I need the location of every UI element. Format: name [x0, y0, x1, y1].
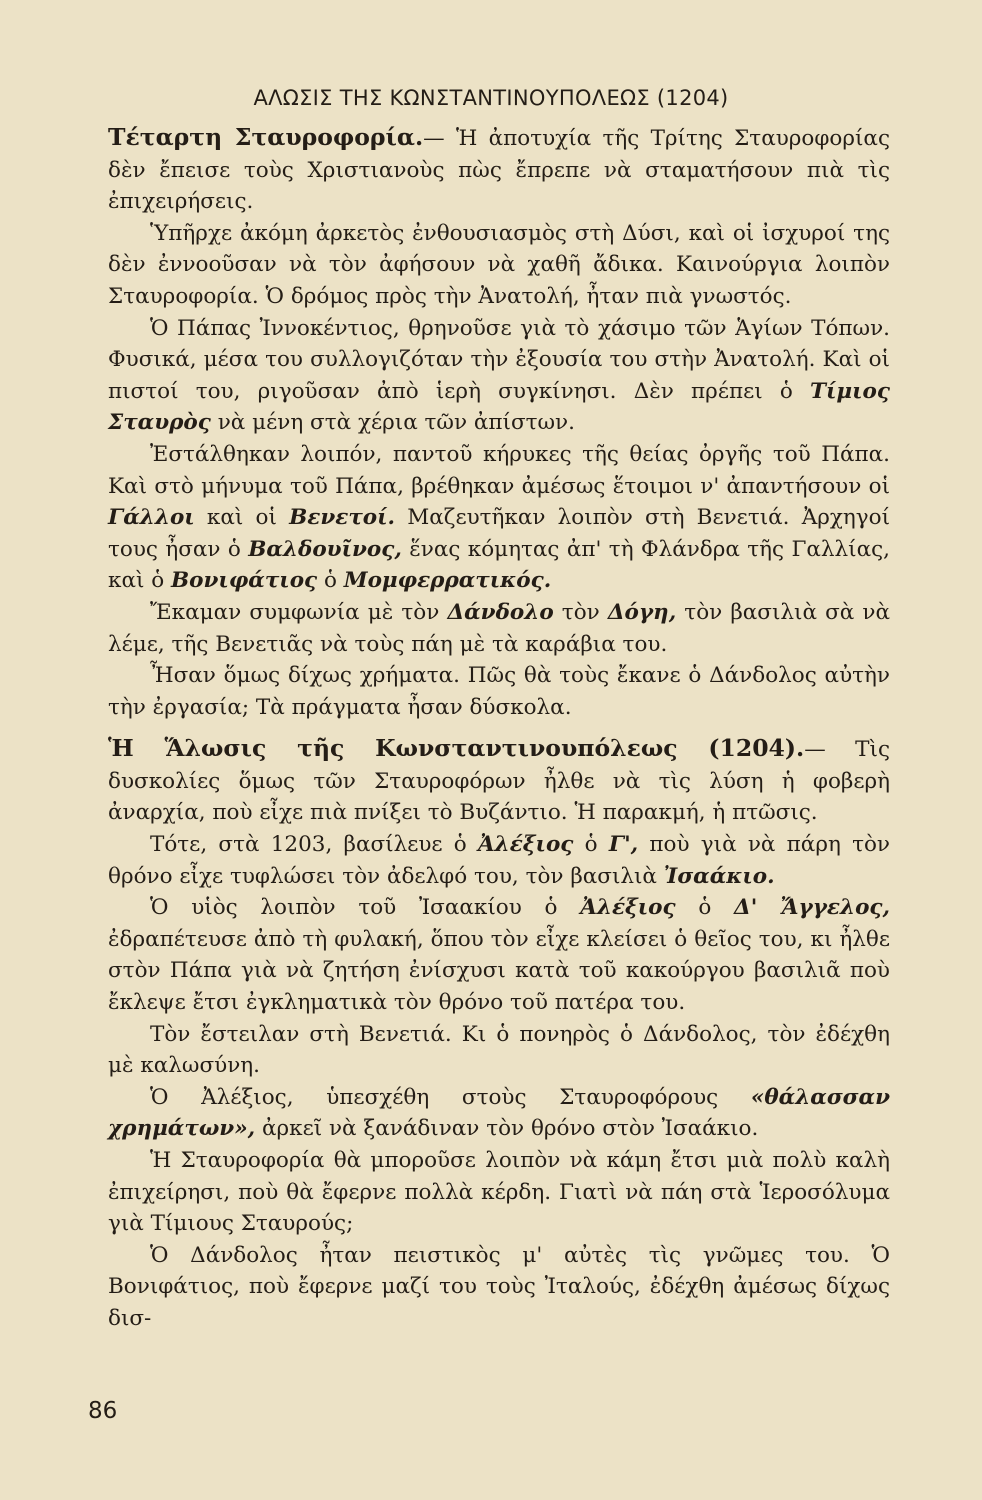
emphasis: Βενετοί.	[289, 505, 396, 531]
emphasis: Ἰσαάκιο.	[663, 863, 775, 889]
emphasis: Γάλλοι	[108, 505, 195, 531]
emphasis: Δ' Ἄγγελος,	[734, 895, 890, 921]
emphasis: Ἀλέξιος	[477, 832, 574, 858]
emphasis: Δόγη,	[607, 599, 677, 625]
paragraph: Ἦσαν ὅμως δίχως χρήματα. Πῶς θὰ τοὺς ἔκανε ὁ Δάνδολος αὐτὴν τὴν ἐργασία; Τὰ πράγματα ἦσαν δύσκολα.	[108, 663, 890, 720]
emphasis: Τίμιος Σταυρὸς	[108, 378, 890, 436]
paragraph: Ἔκαμαν συμφωνία μὲ τὸν Δάνδολο τὸν Δόγη, τὸν βασιλιὰ σὰ νὰ λέμε, τῆς Βενετιᾶς νὰ τοὺς πάη μὲ τὰ καράβια του.	[108, 599, 890, 657]
paragraph: Τέταρτη Σταυροφορία.— Ἡ ἀποτυχία τῆς Τρίτης Σταυροφορίας δὲν ἔπεισε τοὺς Χριστιανοὺς πὼς ἔπρεπε νὰ σταματήσουν πιὰ τὶς ἐπιχειρήσεις.	[108, 123, 890, 215]
emphasis: Ἀλέξιος	[580, 895, 676, 921]
emphasis: Βαλδουῖνος,	[248, 536, 402, 562]
paragraph: Ἡ Ἅλωσις τῆς Κωνσταντινουπόλεως (1204).— Τὶς δυσκολίες ὅμως τῶν Σταυροφόρων ἦλθε νὰ τὶς λύση ἡ φοβερὴ ἀναρχία, ποὺ εἶχε πιὰ πνίξει τὸ Βυζάντιο. Ἡ παρακμή, ἡ πτῶσις.	[108, 734, 890, 826]
paragraph: Ὑπῆρχε ἀκόμη ἀρκετὸς ἐνθουσιασμὸς στὴ Δύσι, καὶ οἱ ἰσχυροί της δὲν ἐννοοῦσαν νὰ τὸν ἀφήσουν νὰ χαθῆ ἄδικα. Καινούργια λοιπὸν Σταυροφορία. Ὁ δρόμος πρὸς τὴν Ἀνατολή, ἦταν πιὰ γνωστός.	[108, 220, 890, 309]
page-body	[108, 122, 890, 1335]
paragraph: Ὁ Πάπας Ἰννοκέντιος, θρηνοῦσε γιὰ τὸ χάσιμο τῶν Ἁγίων Τόπων. Φυσικά, μέσα του συλλογιζόταν τὴν ἐξουσία του στὴν Ἀνατολή. Καὶ οἱ πιστοί του, ριγοῦσαν ἀπὸ ἱερὴ συγκίνησι. Δὲν πρέπει ὁ Τίμιος Σταυρὸς νὰ μένη στὰ χέρια τῶν ἀπίστων.	[108, 315, 890, 436]
paragraph: Ὁ Ἀλέξιος, ὑπεσχέθη στοὺς Σταυροφόρους «θάλασσαν χρημάτων», ἀρκεῖ νὰ ξανάδιναν τὸν θρόνο στὸν Ἰσαάκιο.	[108, 1084, 890, 1142]
paragraph: Ὁ Δάνδολος ἦταν πειστικὸς μ' αὐτὲς τὶς γνῶμες του. Ὁ Βονιφάτιος, ποὺ ἔφερνε μαζί του τοὺς Ἰταλούς, ἐδέχθη ἀμέσως δίχως δισ-	[108, 1242, 890, 1331]
section-title: Ἡ Ἅλωσις τῆς Κωνσταντινουπόλεως (1204).	[108, 734, 805, 763]
emphasis: Βονιφάτιος	[171, 568, 318, 594]
emphasis: «θάλασσαν χρημάτων»,	[108, 1084, 890, 1142]
emphasis: Δάνδολο	[447, 599, 554, 625]
emphasis: Γ',	[608, 832, 639, 858]
paragraph: Τὸν ἔστειλαν στὴ Βενετιά. Κι ὁ πονηρὸς ὁ Δάνδολος, τὸν ἐδέχθη μὲ καλωσύνη.	[108, 1021, 890, 1079]
running-head: ΑΛΩΣΙΣ ΤΗΣ ΚΩΝΣΤΑΝΤΙΝΟΥΠΟΛΕΩΣ (1204)	[253, 86, 729, 110]
paragraph: Ὁ υἱὸς λοιπὸν τοῦ Ἰσαακίου ὁ Ἀλέξιος ὁ Δ' Ἄγγελος, ἐδραπέτευσε ἀπὸ τὴ φυλακή, ὅπου τὸν εἶχε κλείσει ὁ θεῖος του, κι ἦλθε στὸν Πάπα γιὰ νὰ ζητήση ἐνίσχυσι κατὰ τοῦ κακούργου βασιλιᾶ ποὺ ἔκλεψε ἔτσι ἐγκληματικὰ τὸν θρόνο τοῦ πατέρα του.	[108, 895, 890, 1016]
section-title: Τέταρτη Σταυροφορία.	[108, 123, 424, 151]
emphasis: Μομφερρατικός.	[343, 568, 552, 594]
paragraph: Τότε, στὰ 1203, βασίλευε ὁ Ἀλέξιος ὁ Γ', ποὺ γιὰ νὰ πάρη τὸν θρόνο εἶχε τυφλώσει τὸν ἀδελφό του, τὸν βασιλιὰ Ἰσαάκιο.	[108, 832, 890, 889]
paragraph: Ἡ Σταυροφορία θὰ μποροῦσε λοιπὸν νὰ κάμη ἔτσι μιὰ πολὺ καλὴ ἐπιχείρησι, ποὺ θὰ ἔφερνε πολλὰ κέρδη. Γιατὶ νὰ πάη στὰ Ἱεροσόλυμα γιὰ Τίμιους Σταυρούς;	[108, 1148, 890, 1237]
paragraph: Ἐστάλθηκαν λοιπόν, παντοῦ κήρυκες τῆς θείας ὀργῆς τοῦ Πάπα. Καὶ στὸ μήνυμα τοῦ Πάπα, βρέθηκαν ἀμέσως ἕτοιμοι ν' ἀπαντήσουν οἱ Γάλλοι καὶ οἱ Βενετοί. Μαζευτῆκαν λοιπὸν στὴ Βενετιά. Ἀρχηγοί τους ἦσαν ὁ Βαλδουῖνος, ἕνας κόμητας ἀπ' τὴ Φλάνδρα τῆς Γαλλίας, καὶ ὁ Βονιφάτιος ὁ Μομφερρατικός.	[108, 441, 891, 594]
page-number: 86	[88, 1398, 118, 1424]
